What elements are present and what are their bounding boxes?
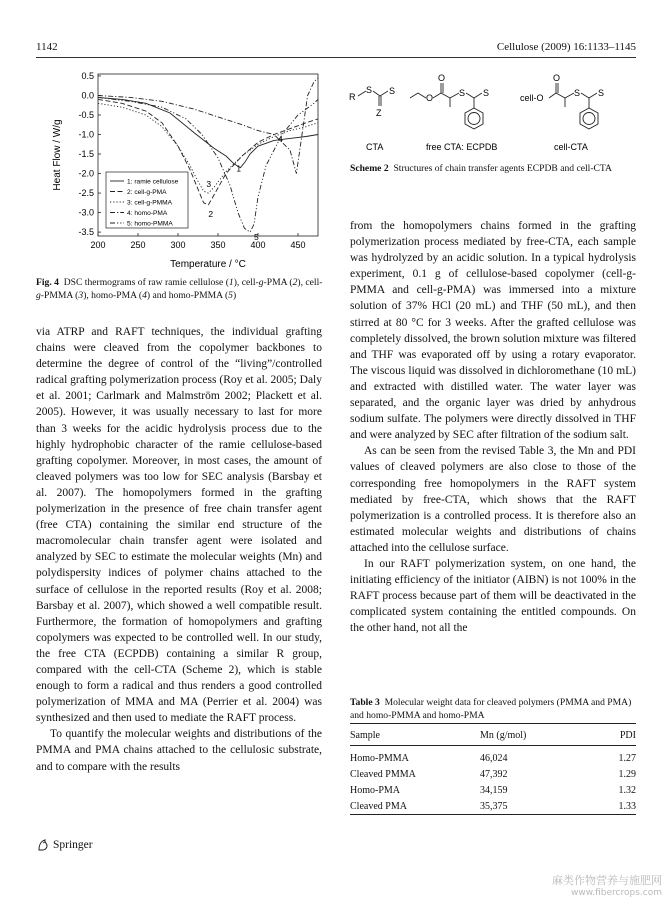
series-label-1: 1: [236, 163, 242, 174]
y-tick-label: -0.5: [78, 109, 94, 120]
atom-s: S: [459, 88, 466, 98]
table-3: [350, 726, 636, 814]
series-line-1: [98, 97, 318, 167]
series-label-4: 4: [278, 134, 283, 145]
x-tick-label: 350: [210, 240, 226, 250]
table-row: [350, 766, 636, 782]
x-tick-label: 400: [250, 240, 266, 250]
scheme-label-cta: CTA: [366, 142, 384, 152]
cell-mn: 35,375: [480, 800, 508, 812]
legend-entry: 5: homo-PMMA: [127, 220, 173, 228]
scheme-2-caption: Scheme 2 Structures of chain transfer agents ECPDB and cell-CTA: [350, 163, 612, 174]
y-tick-label: -2.0: [78, 168, 94, 179]
y-tick-label: -1.5: [78, 149, 94, 160]
atom-s: S: [598, 88, 605, 98]
dsc-thermogram-chart: [36, 62, 328, 272]
figure-4-caption: Fig. 4 DSC thermograms of raw ramie cellulose (1), cell-g-PMA (2), cell-g-PMMA (3), homo-PMA (4) and homo-PMMA (5): [36, 277, 323, 301]
cell-sample: Cleaved PMMA: [350, 768, 416, 780]
left-paragraph-2: To quantify the molecular weights and distributions of the PMMA and PMA chains attached to the cellulosic substrate, and to compare with the results: [36, 728, 322, 773]
y-tick-label: -3.5: [78, 227, 94, 238]
x-tick-label: 200: [90, 240, 106, 250]
y-tick-label: -1.0: [78, 129, 94, 140]
legend-entry: 2: cell-g-PMA: [127, 189, 167, 196]
header-rule: [36, 57, 636, 58]
cell-pdi: 1.32: [618, 784, 636, 796]
table-3-bottom-rule: [350, 814, 636, 815]
atom-s: S: [389, 86, 396, 96]
journal-citation: Cellulose (2009) 16:1133–1145: [496, 41, 636, 53]
cell-mn: 34,159: [480, 784, 508, 796]
site-watermark: [552, 872, 662, 898]
scheme-label-cell-cta: cell-CTA: [554, 142, 588, 152]
scheme2-caption-label: Scheme 2: [350, 163, 389, 174]
scheme-label-ecpdb: free CTA: ECPDB: [426, 142, 498, 152]
cell-mn: 46,024: [480, 752, 508, 764]
atom-s: S: [574, 88, 581, 98]
atom-o: O: [438, 73, 446, 83]
scheme-2: [344, 66, 636, 158]
springer-horse-icon: [36, 838, 50, 852]
left-column: [36, 324, 322, 775]
x-tick-label: 250: [130, 240, 146, 250]
col-header-pdi: PDI: [619, 730, 636, 741]
right-column: [350, 218, 636, 636]
right-paragraph-1: from the homopolymers chains formed in the grafting polymerization process mediated by free-CTA, each sample was hydrolyzed by an acidic solution. In a typical hydrolysis experiment, 0.1 g of cellulose-based copolymer (cell-g-PMMA and cell-g-PMA) was immersed into a mixture solution of 37% HCl (20 mL) and THF (50 mL), and then stirred at 80 °C for 3 weeks. After the grafted cellulose was completely dissolved, the brown solution mixture was filtered and THF was evaporated off by using a rotary evaporator. The viscous liquid was dissolved in dichloromethane (10 mL) and extracted with distilled water. The water layer was separated, and the organic layer was dried by anhydrous sodium sulfate. The polymers were directly dissolved in THF and were analyzed by SEC after filtration of the sodium salt.: [350, 220, 636, 442]
atom-s: S: [366, 85, 373, 95]
left-paragraph-1: via ATRP and RAFT techniques, the individual grafting chains were cleaved from the copolymer backbones to determine the degree of control of the “living”/controlled radical grafting polymerization process (Roy et al. 2005; Daly et al. 2001; Carlmark and Malmström 2002; Plackett et al. 2005). However, it was usually necessary to last for more than 3 weeks for the acidic hydrolysis process due to the highly hydrophobic character of the ramie cellulose-based grafting copolymer. Moreover, in most cases, the amount of cleaved polymers was too low for SEC analysis (Barsbay et al. 2007). The homopolymers formed in the grafting polymerization in the presence of free chain transfer agent (free CTA) containing the similar end structure of the macromolecular chain transfer agent were isolated and analyzed by SEC to estimate the molecular weights (Mn) and polydispersity indices of polymer chains attached to the surface of cellulose in the reported results (Roy et al. 2008; Barsbay et al. 2007), which showed a well compatible result. Furthermore, the formation of homopolymers and grafting copolymers was expected to be controlled well. In our study, the free CTA (ECPDB) containing a similar R group, compared with the cell-CTA (Scheme 2), which is stable enough to form a radical and thus renders a good controlled polymerization of MMA and MA (Perrier et al. 2004) was synthesized and then used to mediate the RAFT process.: [36, 326, 322, 725]
series-label-3: 3: [206, 179, 212, 190]
atom-cell-o: cell-O: [520, 93, 544, 103]
table-header-row: [350, 726, 636, 746]
cell-sample: Homo-PMA: [350, 784, 401, 796]
atom-o: O: [426, 93, 434, 103]
table-3-top-rule: [350, 723, 636, 724]
footer-publisher: [36, 838, 93, 852]
y-tick-label: 0.0: [81, 90, 94, 101]
atom-s: S: [483, 88, 490, 98]
y-tick-label: -2.5: [78, 188, 94, 199]
y-axis-label: Heat Flow / W/g: [52, 119, 63, 191]
series-label-2: 2: [208, 208, 214, 219]
col-header-mn: Mn (g/mol): [480, 730, 527, 741]
x-axis-label: Temperature / °C: [170, 259, 246, 270]
table-row: [350, 782, 636, 798]
cell-pdi: 1.29: [618, 768, 636, 780]
x-tick-label: 450: [290, 240, 306, 250]
scheme-2-structures: [344, 66, 636, 158]
page-number: 1142: [36, 41, 58, 53]
legend-entry: 4: homo-PMA: [127, 210, 168, 217]
cta-structure: [358, 91, 388, 106]
x-tick-label: 300: [170, 240, 186, 250]
cell-sample: Cleaved PMA: [350, 800, 407, 812]
atom-z: Z: [376, 108, 382, 118]
y-tick-label: 0.5: [81, 70, 94, 81]
legend-entry: 3: cell-g-PMMA: [127, 199, 173, 207]
y-tick-label: -3.0: [78, 207, 94, 218]
cell-pdi: 1.27: [618, 752, 636, 764]
right-paragraph-2: As can be seen from the revised Table 3, the Mn and PDI values of cleaved polymers are also close to those of the corresponding free homopolymers in the RAFT system mediated by free-CTA, which shows that the RAFT polymerization is a controlled process. It is therefore also an estimated molecular weights and distributions of chains attached into the cellulose surface.: [350, 445, 636, 554]
atom-r: R: [349, 92, 356, 102]
molecular-weight-table: [350, 726, 636, 814]
cell-mn: 47,392: [480, 768, 508, 780]
table-row: [350, 746, 636, 767]
table3-caption-label: Table 3: [350, 697, 380, 708]
series-label-5: 5: [254, 232, 259, 243]
publisher-name: Springer: [53, 839, 93, 851]
figure-4: [36, 62, 328, 272]
watermark-line-1: 麻类作物营养与施肥网: [552, 874, 662, 887]
col-header-sample: Sample: [350, 730, 380, 741]
right-paragraph-3: In our RAFT polymerization system, on one hand, the initiating efficiency of the initiator (AIBN) is not 100% in the RAFT process because part of them will be deactivated in the complicated system containing the entitled compounds. On the other hand, not all the: [350, 557, 636, 635]
cell-pdi: 1.33: [618, 800, 636, 812]
fig4-caption-label: Fig. 4: [36, 277, 59, 288]
watermark-line-2: www.fibercrops.com: [571, 888, 662, 898]
series-line-4: [98, 78, 318, 174]
atom-o: O: [553, 73, 561, 83]
cell-sample: Homo-PMMA: [350, 752, 409, 764]
table-row: [350, 798, 636, 814]
table-3-caption: Table 3 Molecular weight data for cleaved polymers (PMMA and PMA) and homo-PMMA and homo-PMA: [350, 697, 632, 721]
legend-entry: 1: ramie cellulose: [127, 178, 179, 186]
ecpdb-structure: [410, 83, 483, 129]
